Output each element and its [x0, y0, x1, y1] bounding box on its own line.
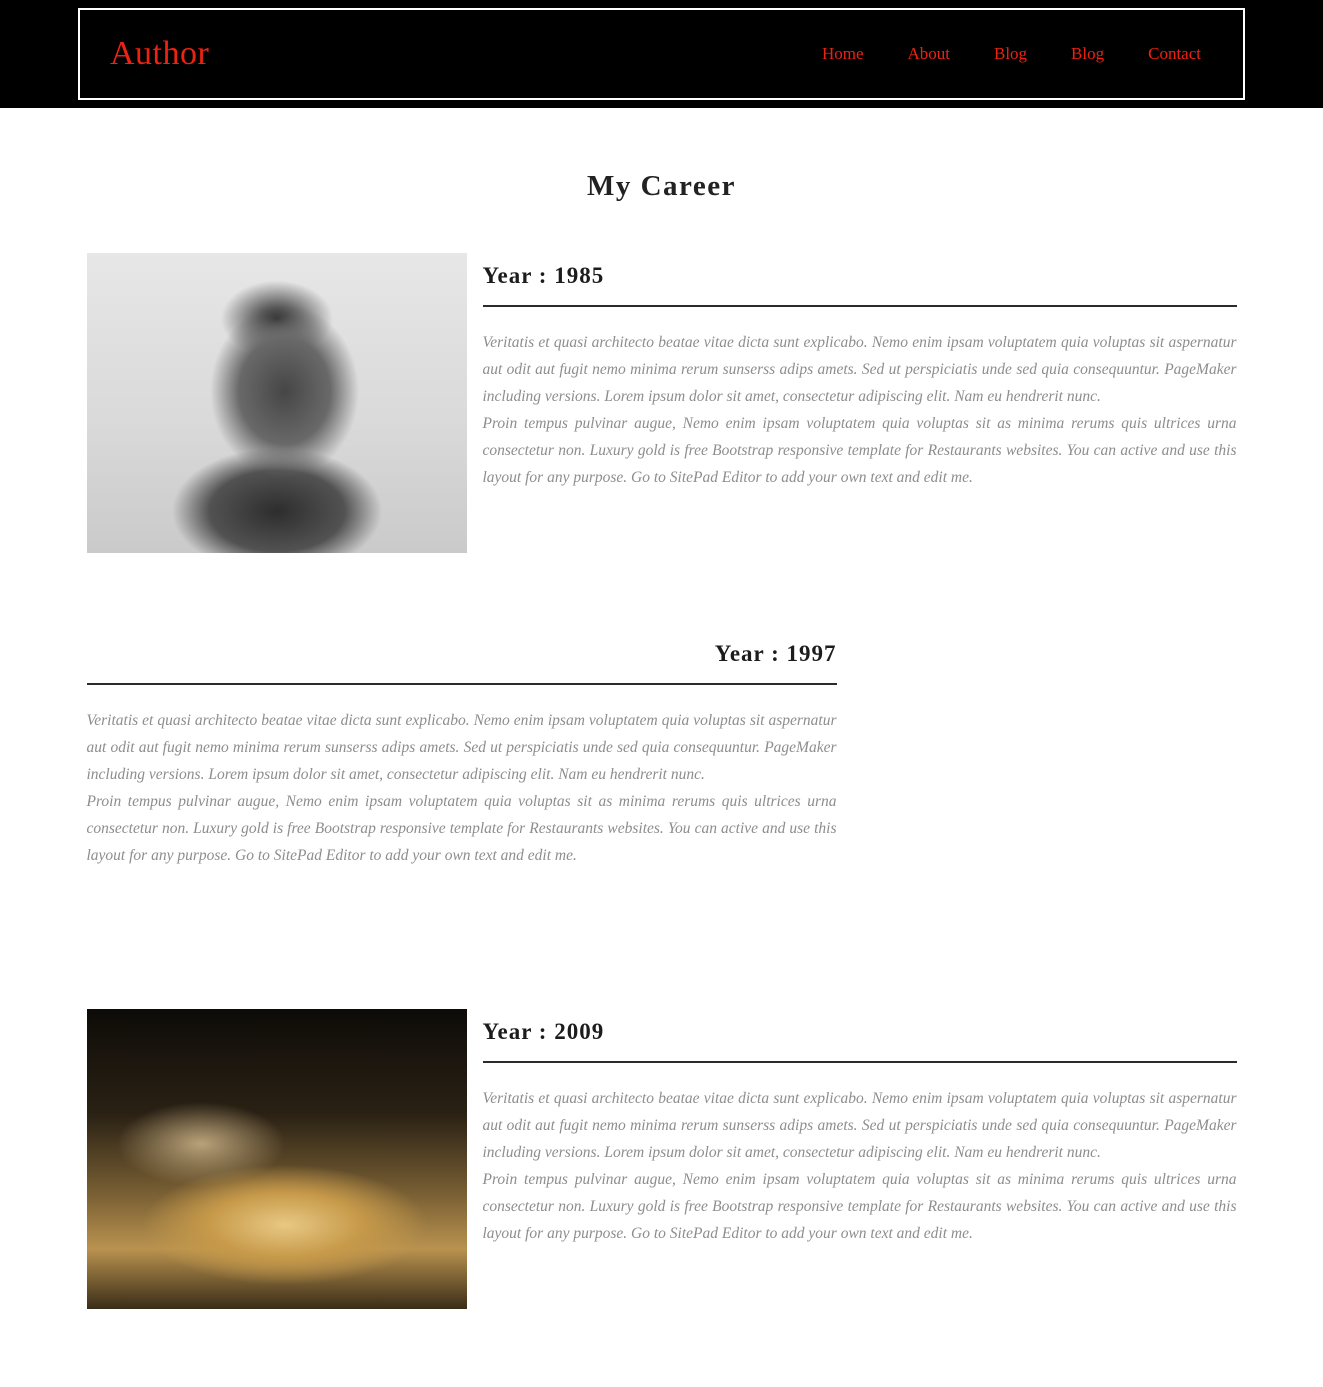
year-label: Year : — [714, 641, 780, 666]
portrait-photo — [87, 253, 467, 553]
page-title: My Career — [586, 170, 737, 202]
year-value: 2009 — [554, 1019, 605, 1044]
career-entry-content — [87, 631, 857, 869]
nav-item-about[interactable]: About — [907, 44, 950, 63]
career-entry-media — [87, 1009, 467, 1309]
main-navigation — [822, 44, 1213, 64]
divider — [483, 1061, 1237, 1063]
career-entry-paragraph-1: Veritatis et quasi architecto beatae vitae dicta sunt explicabo. Nemo enim ipsam voluptatem quia voluptas sit aspernatur aut odit aut fugit nemo minima rerum sunserss adips amets. Sed ut perspiciatis unde sed quia consequuntur. PageMaker including versions. Lorem ipsum dolor sit amet, consectetur adipiscing elit. Nam eu hendrerit nunc. — [86, 712, 837, 783]
career-entry-content — [467, 253, 1237, 491]
career-entry-paragraph-2: Proin tempus pulvinar augue, Nemo enim ipsam voluptatem quia voluptas sit as minima rerums quis ultrices urna consectetur non. Luxury gold is free Bootstrap responsive template for Restaurants websites. You can active and use this layout for any purpose. Go to SitePad Editor to add your own text and edit me. — [86, 793, 837, 864]
career-entry-media — [87, 253, 467, 553]
book-photo — [87, 1009, 467, 1309]
career-entry-paragraph-2: Proin tempus pulvinar augue, Nemo enim ipsam voluptatem quia voluptas sit as minima rerums quis ultrices urna consectetur non. Luxury gold is free Bootstrap responsive template for Restaurants websites. You can active and use this layout for any purpose. Go to SitePad Editor to add your own text and edit me. — [482, 1171, 1237, 1242]
nav-item-contact[interactable]: Contact — [1148, 44, 1201, 63]
year-value: 1985 — [554, 263, 605, 288]
career-entry-content — [467, 1009, 1237, 1247]
nav-item-blog-2[interactable]: Blog — [1071, 44, 1105, 63]
year-label: Year : — [482, 263, 548, 288]
nav-item-blog-1[interactable]: Blog — [993, 44, 1028, 63]
career-entry-1997 — [87, 631, 1237, 931]
career-entry-1985 — [87, 253, 1237, 553]
header-frame — [78, 8, 1245, 100]
year-label: Year : — [482, 1019, 548, 1044]
career-entry-2009 — [87, 1009, 1237, 1309]
site-header — [0, 0, 1323, 108]
career-entry-year — [483, 263, 1237, 289]
career-entry-year — [87, 641, 837, 667]
site-logo[interactable]: Author — [110, 35, 210, 72]
career-entry-year — [483, 1019, 1237, 1045]
meeting-photo — [857, 631, 1237, 931]
year-value: 1997 — [786, 641, 837, 666]
career-entry-paragraph-1: Veritatis et quasi architecto beatae vitae dicta sunt explicabo. Nemo enim ipsam voluptatem quia voluptas sit aspernatur aut odit aut fugit nemo minima rerum sunserss adips amets. Sed ut perspiciatis unde sed quia consequuntur. PageMaker including versions. Lorem ipsum dolor sit amet, consectetur adipiscing elit. Nam eu hendrerit nunc. — [482, 334, 1237, 405]
divider — [483, 305, 1237, 307]
divider — [87, 683, 837, 685]
career-entry-media — [857, 631, 1237, 931]
career-entry-paragraph-2: Proin tempus pulvinar augue, Nemo enim ipsam voluptatem quia voluptas sit as minima rerums quis ultrices urna consectetur non. Luxury gold is free Bootstrap responsive template for Restaurants websites. You can active and use this layout for any purpose. Go to SitePad Editor to add your own text and edit me. — [482, 415, 1237, 486]
main-content — [0, 170, 1323, 1309]
career-list — [87, 203, 1237, 1309]
nav-item-home[interactable]: Home — [821, 44, 864, 63]
career-entry-paragraph-1: Veritatis et quasi architecto beatae vitae dicta sunt explicabo. Nemo enim ipsam voluptatem quia voluptas sit aspernatur aut odit aut fugit nemo minima rerum sunserss adips amets. Sed ut perspiciatis unde sed quia consequuntur. PageMaker including versions. Lorem ipsum dolor sit amet, consectetur adipiscing elit. Nam eu hendrerit nunc. — [482, 1090, 1237, 1161]
